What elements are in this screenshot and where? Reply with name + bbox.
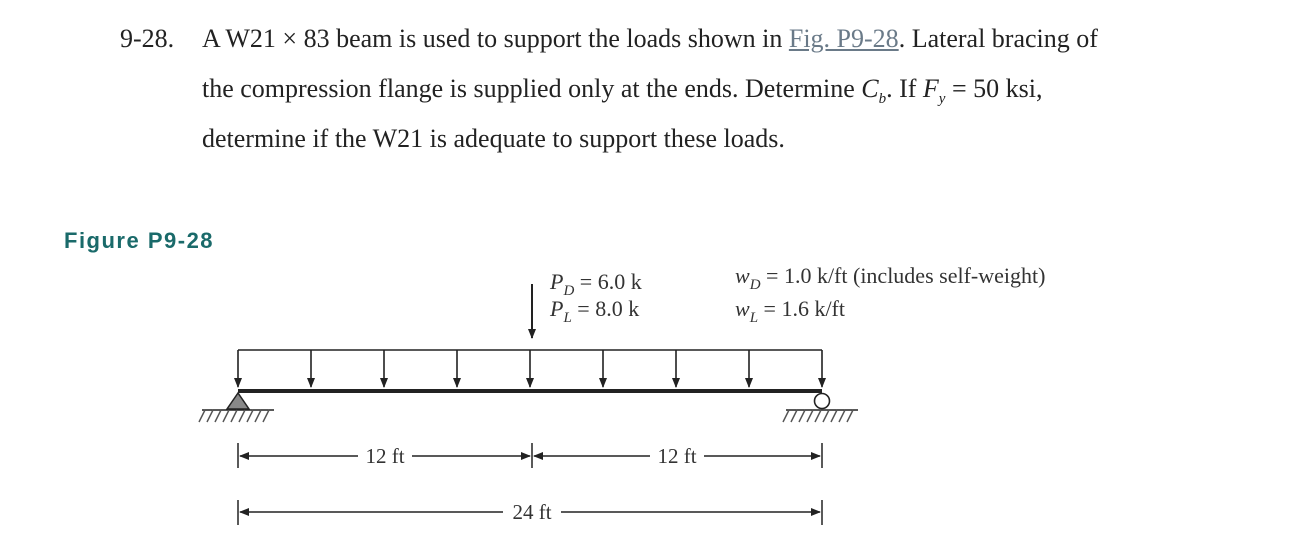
problem-text: . Lateral bracing of — [898, 24, 1098, 53]
fy-subscript: y — [938, 91, 946, 108]
distributed-load-live-label: $w_L = 1.6$ k/ft — [735, 296, 845, 326]
left-span-label: 12 ft — [365, 444, 405, 468]
dimension-row-1 — [238, 443, 822, 468]
problem-text: = 50 ksi, — [945, 74, 1043, 103]
point-load-dead-label: $P_D = 6.0$ k — [550, 269, 642, 299]
roller-support — [783, 394, 858, 423]
problem-text: . If — [886, 74, 923, 103]
figure-label: Figure P9-28 — [64, 228, 215, 253]
cb-subscript: b — [878, 91, 887, 108]
figure-link[interactable]: Fig. P9-28 — [788, 24, 899, 53]
point-load-live-label: $P_L = 8.0$ k — [550, 296, 640, 326]
fy-symbol: F — [922, 74, 939, 103]
beam — [238, 389, 822, 393]
problem-text: A W21 × 83 beam is used to support the loads shown in — [202, 24, 789, 53]
problem-text: the compression flange is supplied only at the ends. Determine — [202, 74, 862, 103]
total-span-label: 24 ft — [512, 500, 552, 524]
cb-symbol: C — [861, 74, 879, 103]
distributed-load-dead-label: $w_D = 1.0$ k/ft (includes self-weight) — [735, 263, 1046, 293]
problem-line-3: determine if the W21 is adequate to support these loads. — [202, 124, 785, 153]
distributed-load-arrows — [238, 350, 822, 387]
dimension-row-2 — [238, 500, 822, 525]
right-span-label: 12 ft — [657, 444, 697, 468]
problem-number: 9-28. — [120, 24, 175, 53]
pin-support — [199, 393, 274, 422]
